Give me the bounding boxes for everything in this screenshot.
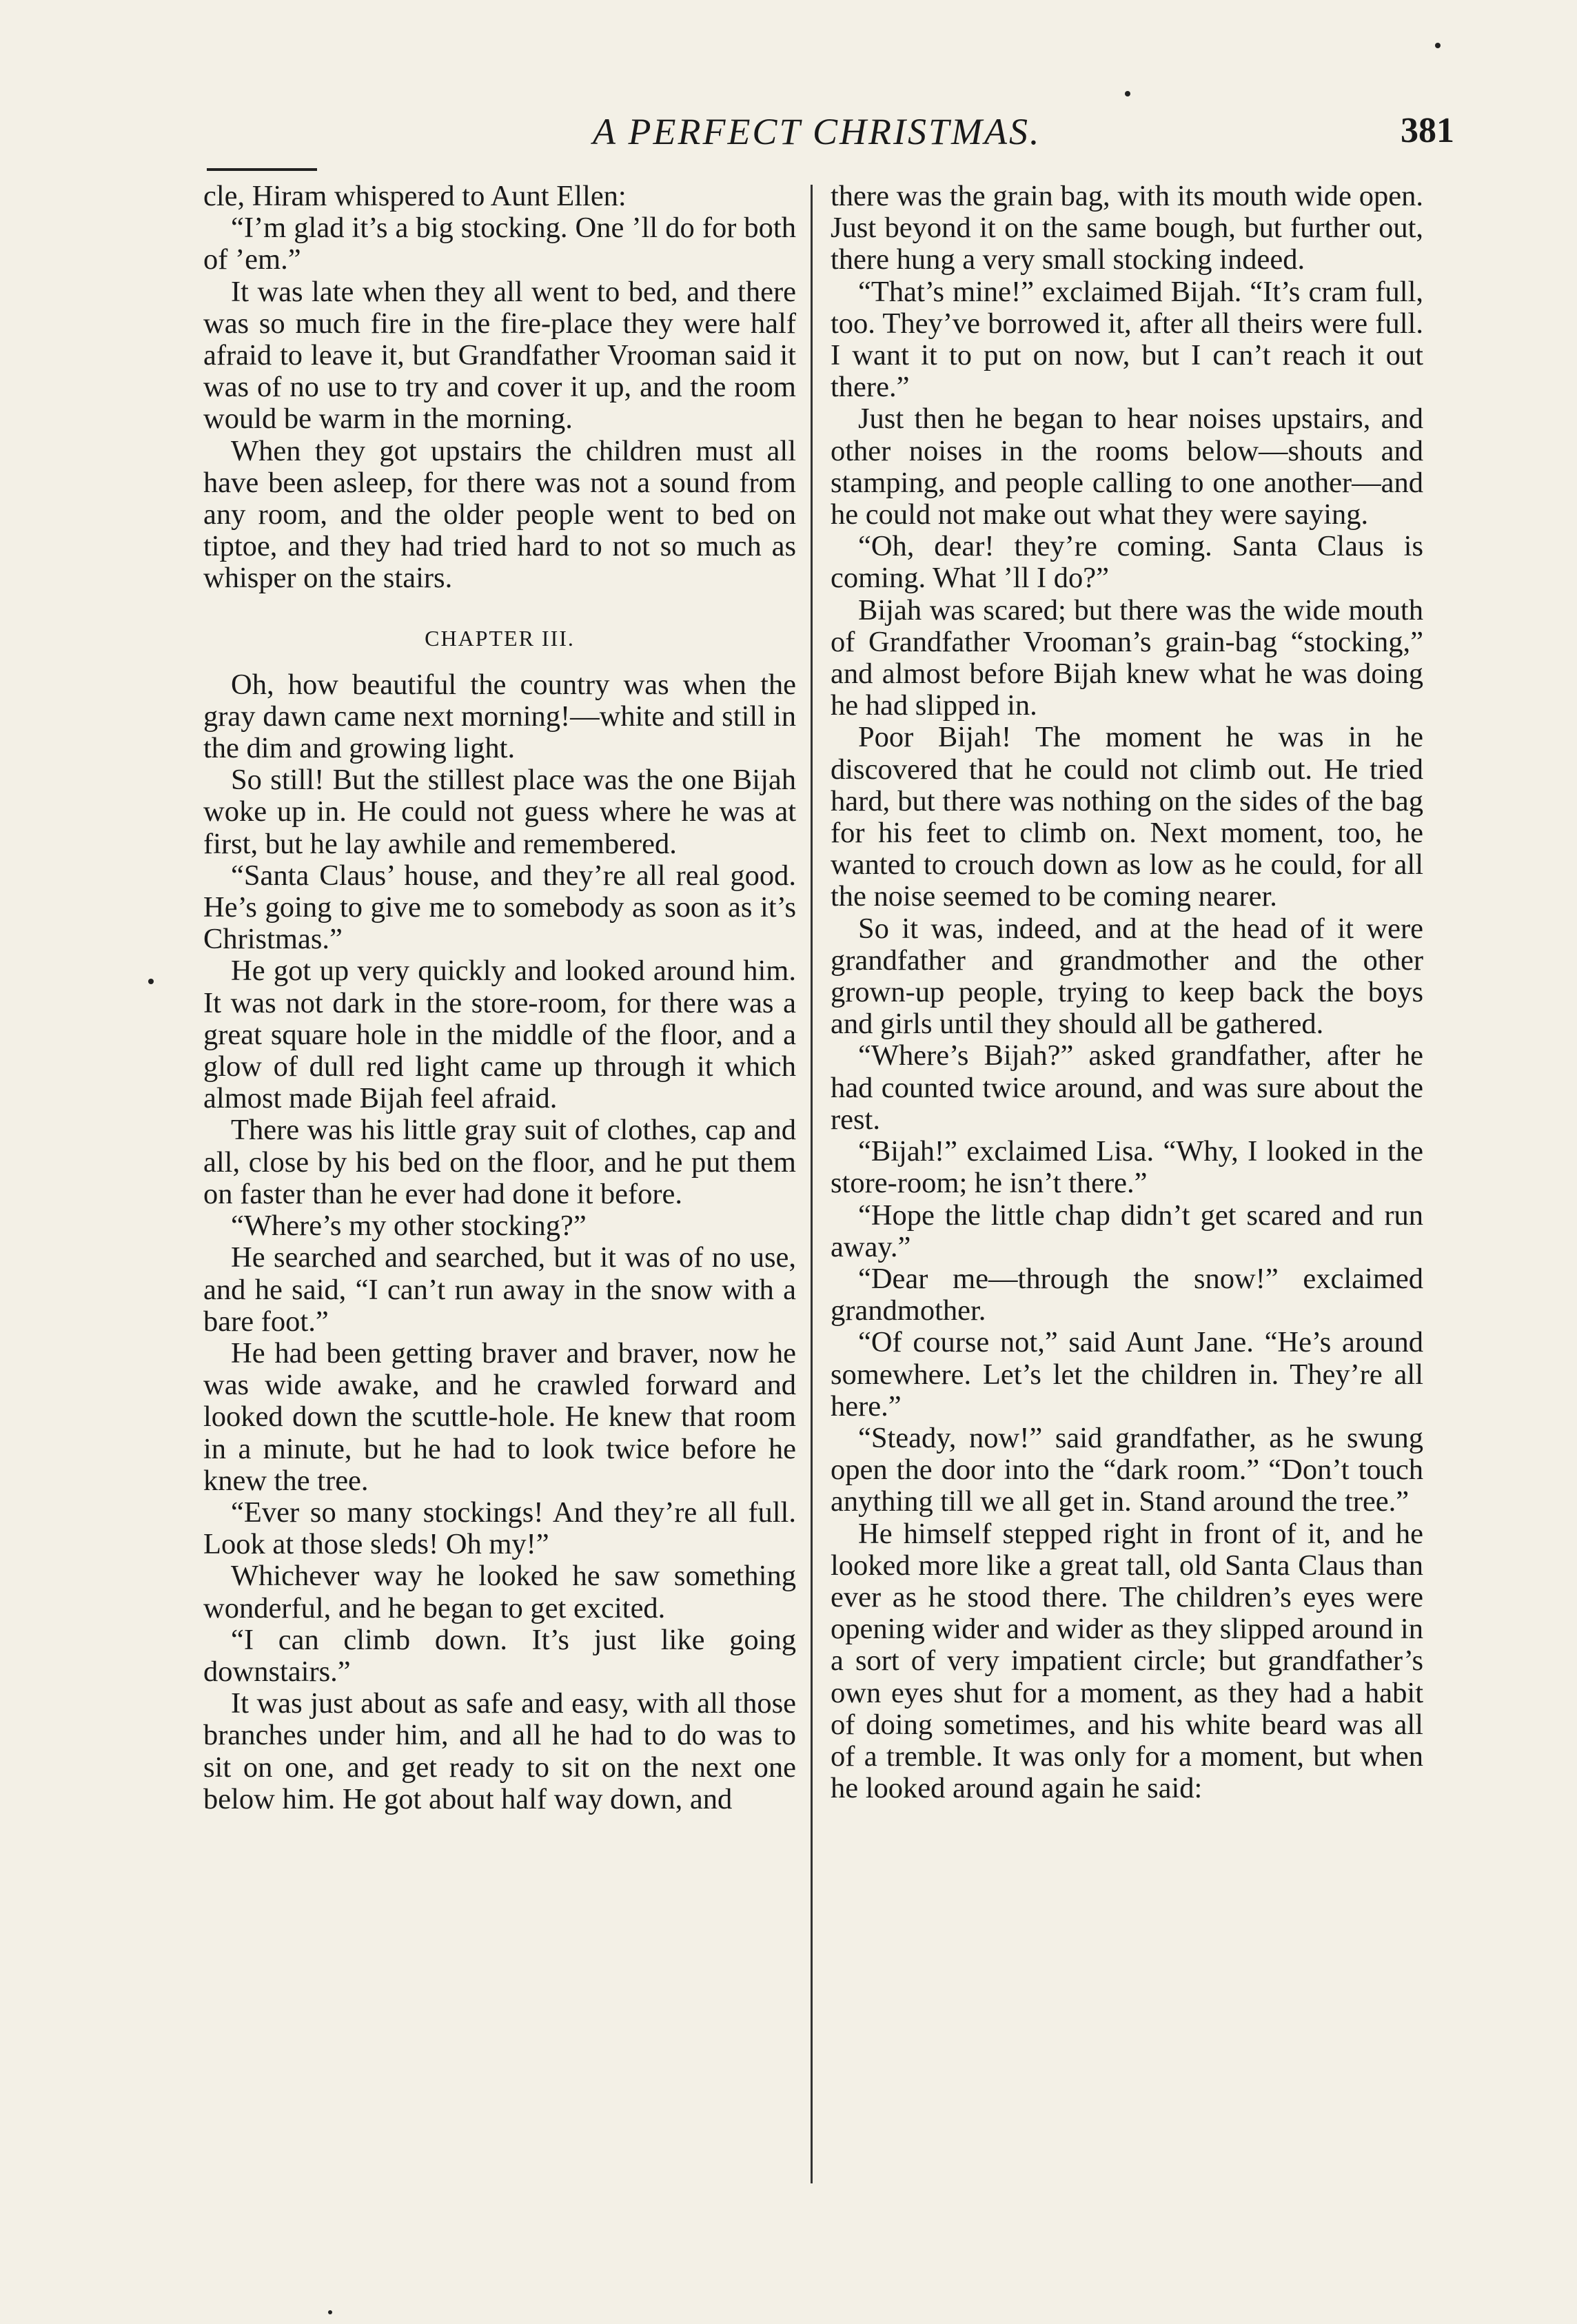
paragraph: “I’m glad it’s a big stocking. One ’ll do for both of ’em.” [203,212,796,276]
paragraph: So it was, indeed, and at the head of it were grandfather and grandmother and the other grown-up people, trying to keep back the boys and girls until they should all be gathered. [831,912,1423,1041]
paragraph: “Ever so many stockings! And they’re all full. Look at those sleds! Oh my!” [203,1496,796,1561]
paragraph: He searched and searched, but it was of no use, and he said, “I can’t run away in the snow with a bare foot.” [203,1241,796,1338]
column-divider [811,185,813,2183]
paragraph: cle, Hiram whispered to Aunt Ellen: [203,180,627,212]
paragraph: “Hope the little chap didn’t get scared and run away.” [831,1199,1423,1263]
paragraph: It was just about as safe and easy, with all those branches under him, and all he had to do was to sit on one, and get ready to sit on the next one below him. He got about half way down, and [203,1687,796,1815]
paragraph: “Where’s Bijah?” asked grandfather, after he had counted twice around, and was sure about the rest. [831,1039,1423,1136]
paragraph: “Santa Claus’ house, and they’re all real good. He’s going to give me to somebody as soon as it’s Christmas.” [203,859,796,956]
paragraph: Bijah was scared; but there was the wide mouth of Grandfather Vrooman’s grain-bag “stocking,” and almost before Bijah knew what he was doing he had slipped in. [831,593,1423,722]
paragraph: “Bijah!” exclaimed Lisa. “Why, I looked in the store-room; he isn’t there.” [831,1135,1423,1200]
paragraph: It was late when they all went to bed, and there was so much fire in the fire-place they were half afraid to leave it, but Grandfather Vrooman said it was of no use to try and cover it up, and the room would be warm in the morning. [203,275,796,436]
print-speck [1125,91,1130,96]
paragraph: Oh, how beautiful the country was when the gray dawn came next morning!—white and still in the dim and growing light. [203,668,796,765]
left-column [203,181,796,1815]
running-title: A PERFECT CHRISTMAS. [593,111,1041,152]
chapter-heading: CHAPTER III. [425,625,575,651]
paragraph: “I can climb down. It’s just like going downstairs.” [203,1623,796,1688]
header-rule [207,168,317,171]
paragraph: He had been getting braver and braver, now he was wide awake, and he crawled forward and looked down the scuttle-hole. He knew that room in a minute, but he had to look twice before he knew the tree. [203,1336,796,1497]
paragraph: “Dear me—through the snow!” exclaimed grandmother. [831,1262,1423,1327]
paragraph: Whichever way he looked he saw something wonderful, and he began to get excited. [203,1560,796,1624]
paragraph: “Steady, now!” said grandfather, as he swung open the door into the “dark room.” “Don’t touch anything till we all get in. Stand around the tree.” [831,1421,1423,1518]
paragraph: He himself stepped right in front of it, and he looked more like a great tall, old Santa Claus than ever as he stood there. The children’s eyes were opening wider and wider as they slipped around in a sort of very impatient circle; but grandfather’s own eyes shut for a moment, as they had a habit of doing sometimes, and his white beard was all of a tremble. It was only for a moment, but when he looked around again he said: [831,1517,1423,1805]
print-speck [148,979,154,984]
paragraph: Just then he began to hear noises upstairs, and other noises in the rooms below—shouts and stamping, and people calling to one another—and he could not make out what they were saying. [831,402,1423,531]
paragraph: Poor Bijah! The moment he was in he discovered that he could not climb out. He tried hard, but there was nothing on the sides of the bag for his feet to climb on. Next moment, too, he wanted to crouch down as low as he could, for all the noise seemed to be coming nearer. [831,721,1423,913]
paragraph: “Where’s my other stocking?” [231,1210,587,1243]
paragraph: “Oh, dear! they’re coming. Santa Claus is coming. What ’ll I do?” [831,530,1423,595]
paragraph: When they got upstairs the children must all have been asleep, for there was not a sound from any room, and the older people went to bed on tiptoe, and they had tried hard to not so much as whisper on the stairs. [203,434,796,595]
paragraph: There was his little gray suit of clothes, cap and all, close by his bed on the floor, and he put them on faster than he ever had done it before. [203,1114,796,1210]
paragraph: “That’s mine!” exclaimed Bijah. “It’s cram full, too. They’ve borrowed it, after all theirs were full. I want it to put on now, but I can’t reach it out there.” [831,275,1423,404]
paragraph: So still! But the stillest place was the one Bijah woke up in. He could not guess where he was at first, but he lay awhile and remembered. [203,764,796,860]
paragraph: He got up very quickly and looked around him. It was not dark in the store-room, for there was a great square hole in the middle of the floor, and a glow of dull red light came up through it which almost made Bijah feel afraid. [203,955,796,1115]
paragraph: “Of course not,” said Aunt Jane. “He’s around somewhere. Let’s let the children in. They’re all here.” [831,1326,1423,1423]
page-number: 381 [1401,111,1454,150]
right-column [831,181,1423,1804]
page-header [207,110,1454,165]
print-speck [328,2310,332,2314]
paragraph: there was the grain bag, with its mouth wide open. Just beyond it on the same bough, but further out, there hung a very small stocking indeed. [831,180,1423,276]
print-speck [1435,43,1441,48]
